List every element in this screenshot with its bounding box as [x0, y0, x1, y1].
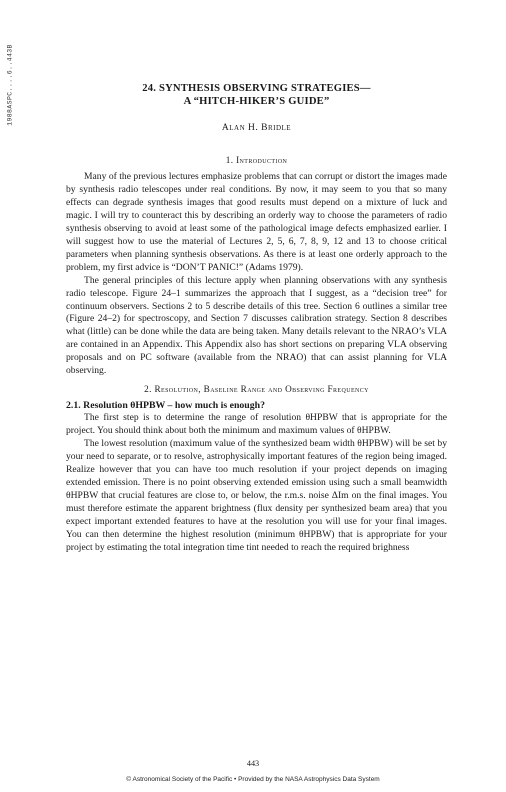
paper-page — [66, 82, 447, 555]
section-1-heading: 1. Introduction — [225, 155, 288, 165]
section-1-paragraph-2: The general principles of this lecture apply when planning observations with any synthesis radio telescope. Figure 24–1 summarizes the approach that I suggest, as a “decision tree” for continuum observers. Sections 2 to 5 describe details of this tree. Section 6 outlines a similar tree (Figure 24–2) for spectroscopy, and Section 7 discusses calibration strategy. Section 8 describes what (little) can be done while the data are being taken. Many details relevant to the NRAO’s VLA are contained in an Appendix. This Appendix also has short sections on preparing VLA observing proposals and on PC software (available from the NRAO) that can assist planning for VLA observing. — [66, 274, 447, 377]
section-1-paragraph-1: Many of the previous lectures emphasize problems that can corrupt or distort the images made by synthesis radio telescopes under real conditions. By now, it may seem to you that so many effects can degrade synthesis images that good results must depend on a mixture of luck and magic. I will try to counteract this by describing an orderly way to choose the parameters of radio synthesis observing to avoid at least some of the pathological image defects emphasized earlier. I will suggest how to use the material of Lectures 2, 5, 6, 7, 8, 9, 12 and 13 to choose critical parameters when planning synthesis observations. As there is at least one orderly approach to the problem, my first advice is “DON’T PANIC!” (Adams 1979). — [66, 171, 447, 273]
page-number: 443 — [246, 759, 260, 768]
subsection-2-1-heading: 2.1. Resolution θHPBW – how much is enough? — [66, 400, 265, 412]
section-2-paragraph-1: The first step is to determine the range of resolution θHPBW that is appropriate for the project. You should think about both the minimum and maximum values of θHPBW. — [66, 412, 447, 437]
paper-title — [66, 82, 447, 108]
title-line-2: A “HITCH-HIKER’S GUIDE” — [183, 96, 330, 107]
bibcode-text: 1988ASPC....6..443B — [6, 44, 14, 126]
bibcode-stamp — [3, 30, 17, 140]
section-2-paragraph-2: The lowest resolution (maximum value of the synthesized beam width θHPBW) will be set by your need to separate, or to resolve, astrophysically important features of the region being imaged. Realize however that you can have too much resolution if your project depends on imaging extended emission. There is no point observing extended emission using such a small beamwidth θHPBW that crucial features are close to, or below, the r.m.s. noise ΔIm on the final images. You must therefore estimate the apparent brightness (flux density per synthesized beam area) that you expect important extended features to have at the resolution you will use for your final images. You can then determine the highest resolution (minimum θHPBW) that is appropriate for your project by estimating the total integration time tint needed to reach the required brighness — [66, 438, 447, 553]
title-line-1: 24. SYNTHESIS OBSERVING STRATEGIES— — [142, 83, 371, 94]
author-name: Alan H. Bridle — [221, 123, 292, 133]
section-2-heading: 2. Resolution, Baseline Range and Observing Frequency — [144, 384, 369, 395]
footer-credit: © Astronomical Society of the Pacific • Provided by the NASA Astrophysics Data System — [126, 776, 380, 783]
